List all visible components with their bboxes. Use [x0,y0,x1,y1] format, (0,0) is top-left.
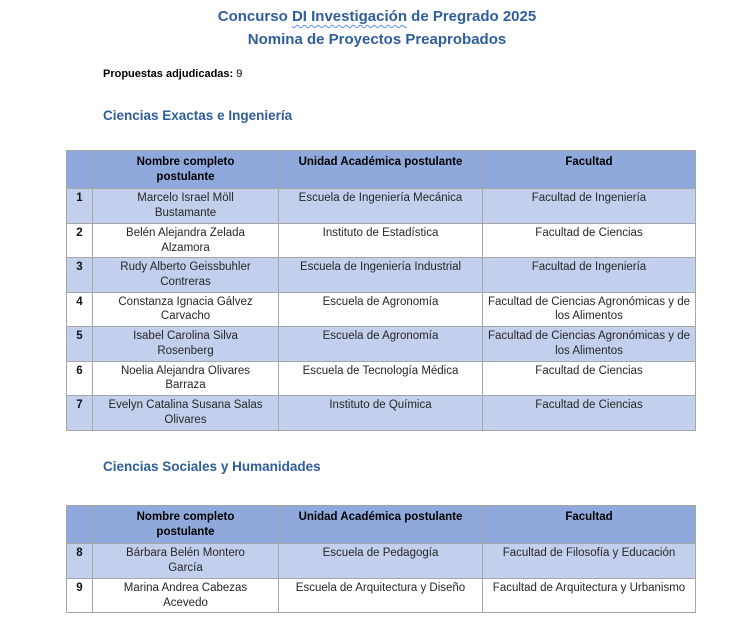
table-row [67,292,696,326]
column-header-nombre-completo: Nombre completo postulante [93,151,279,189]
table-row [67,544,696,578]
unidad-academica-cell: Escuela de Agronomía [279,327,483,361]
postulante-name-cell: Noelia Alejandra Olivares Barraza [93,361,279,395]
table-row [67,578,696,612]
postulante-name-cell: Belén Alejandra Zelada Alzamora [93,223,279,257]
table-header-row [67,506,696,544]
table-row [67,189,696,223]
row-number-cell: 2 [67,223,93,257]
row-number-cell: 7 [67,396,93,430]
title-line-1 [0,5,754,28]
title-part-1: Concurso [217,8,292,25]
unidad-academica-cell: Instituto de Estadística [279,223,483,257]
facultad-cell: Facultad de Filosofía y Educación [483,544,696,578]
adjudicated-count: 9 [236,68,243,80]
facultad-cell: Facultad de Ciencias [483,223,696,257]
title-spellcheck-flagged-text: DI Investigación [291,8,407,25]
column-header-facultad: Facultad [483,506,696,544]
table-ciencias-sociales [66,505,696,613]
section-heading-ciencias-exactas: Ciencias Exactas e Ingeniería [103,108,293,123]
unidad-academica-cell: Instituto de Química [279,396,483,430]
row-number-cell: 9 [67,578,93,612]
column-header-number [67,506,93,544]
postulante-name-cell: Marcelo Israel Möll Bustamante [93,189,279,223]
facultad-cell: Facultad de Ciencias [483,396,696,430]
facultad-cell: Facultad de Ingeniería [483,258,696,292]
column-header-facultad: Facultad [483,151,696,189]
section-heading-ciencias-sociales: Ciencias Sociales y Humanidades [103,459,321,474]
unidad-academica-cell: Escuela de Arquitectura y Diseño [279,578,483,612]
table-row [67,396,696,430]
row-number-cell: 5 [67,327,93,361]
title-line-2: Nomina de Proyectos Preaprobados [247,31,507,48]
column-header-unidad-academica: Unidad Académica postulante [279,151,483,189]
facultad-cell: Facultad de Ciencias Agronómicas y de los Alimentos [483,292,696,326]
facultad-cell: Facultad de Arquitectura y Urbanismo [483,578,696,612]
unidad-academica-cell: Escuela de Ingeniería Mecánica [279,189,483,223]
column-header-unidad-academica: Unidad Académica postulante [279,506,483,544]
row-number-cell: 8 [67,544,93,578]
table-row [67,223,696,257]
unidad-academica-cell: Escuela de Agronomía [279,292,483,326]
facultad-cell: Facultad de Ingeniería [483,189,696,223]
row-number-cell: 1 [67,189,93,223]
table-ciencias-exactas [66,150,696,431]
table-row [67,327,696,361]
postulante-name-cell: Bárbara Belén Montero García [93,544,279,578]
postulante-name-cell: Evelyn Catalina Susana Salas Olivares [93,396,279,430]
row-number-cell: 6 [67,361,93,395]
postulante-name-cell: Marina Andrea Cabezas Acevedo [93,578,279,612]
row-number-cell: 3 [67,258,93,292]
unidad-academica-cell: Escuela de Pedagogía [279,544,483,578]
table-row [67,258,696,292]
postulante-name-cell: Rudy Alberto Geissbuhler Contreras [93,258,279,292]
adjudicated-summary [103,68,242,80]
table-row [67,361,696,395]
column-header-number [67,151,93,189]
document-title [0,5,754,51]
unidad-academica-cell: Escuela de Tecnología Médica [279,361,483,395]
postulante-name-cell: Constanza Ignacia Gálvez Carvacho [93,292,279,326]
facultad-cell: Facultad de Ciencias Agronómicas y de los Alimentos [483,327,696,361]
postulante-name-cell: Isabel Carolina Silva Rosenberg [93,327,279,361]
table-header-row [67,151,696,189]
title-part-2: de Pregrado 2025 [406,8,537,25]
column-header-nombre-completo: Nombre completo postulante [93,506,279,544]
adjudicated-label: Propuestas adjudicadas: [103,68,234,80]
facultad-cell: Facultad de Ciencias [483,361,696,395]
row-number-cell: 4 [67,292,93,326]
unidad-academica-cell: Escuela de Ingeniería Industrial [279,258,483,292]
